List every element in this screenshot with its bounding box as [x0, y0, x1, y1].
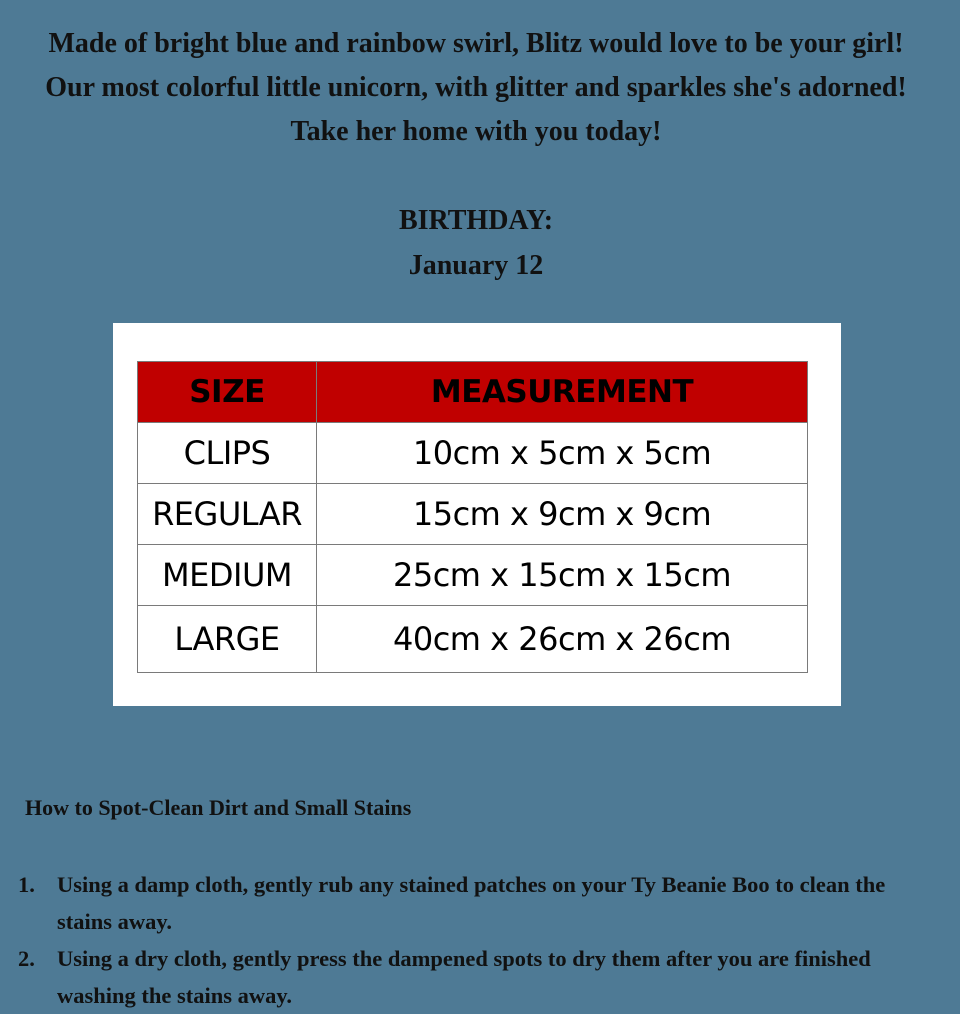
size-cell: REGULAR: [138, 484, 317, 545]
size-cell: CLIPS: [138, 423, 317, 484]
step-text: Using a damp cloth, gently rub any stained patches on your Ty Beanie Boo to clean the stains away.: [57, 872, 886, 934]
measurement-column-header: MEASUREMENT: [317, 362, 808, 423]
care-heading: How to Spot-Clean Dirt and Small Stains: [25, 795, 412, 820]
size-column-header: SIZE: [138, 362, 317, 423]
birthday-label: BIRTHDAY:: [398, 205, 554, 236]
size-chart-table: [137, 361, 808, 673]
size-cell: MEDIUM: [138, 545, 317, 606]
measurement-cell: 10cm x 5cm x 5cm: [317, 423, 808, 484]
product-description: [0, 22, 952, 154]
table-row: [138, 545, 808, 606]
table-row: [138, 484, 808, 545]
measurement-cell: 25cm x 15cm x 15cm: [317, 545, 808, 606]
description-line: Our most colorful little unicorn, with glitter and sparkles she's adorned!: [45, 72, 907, 103]
list-item: [0, 940, 930, 1014]
care-steps-list: [0, 866, 930, 1014]
description-line: Made of bright blue and rainbow swirl, Blitz would love to be your girl!: [48, 28, 904, 59]
birthday-date: January 12: [408, 250, 544, 281]
table-row: [138, 423, 808, 484]
table-header-row: [138, 362, 808, 423]
measurement-cell: 15cm x 9cm x 9cm: [317, 484, 808, 545]
size-chart-image: [113, 323, 841, 706]
step-number: 2.: [18, 946, 35, 971]
list-item: [0, 866, 930, 940]
birthday-block: [0, 198, 952, 288]
size-cell: LARGE: [138, 606, 317, 673]
measurement-cell: 40cm x 26cm x 26cm: [317, 606, 808, 673]
step-number: 1.: [18, 872, 35, 897]
description-line: Take her home with you today!: [290, 116, 662, 147]
table-row: [138, 606, 808, 673]
step-text: Using a dry cloth, gently press the dampened spots to dry them after you are finished washing the stains away.: [57, 946, 871, 1008]
